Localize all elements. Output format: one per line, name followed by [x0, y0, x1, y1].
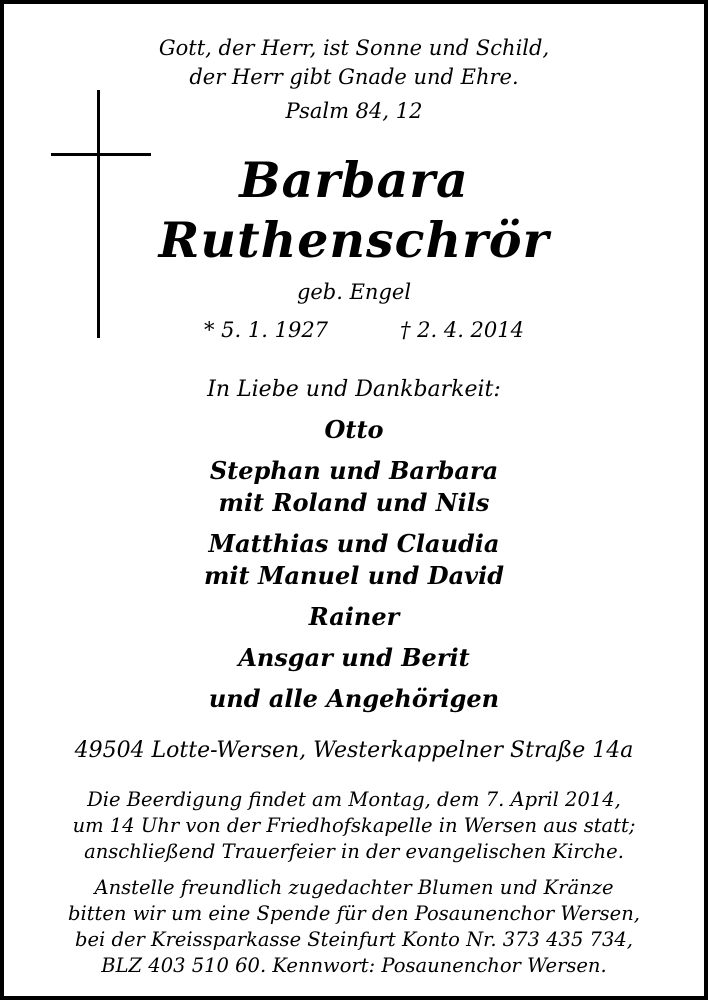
- address: 49504 Lotte-Wersen, Westerkappelner Straße 14a: [74, 738, 634, 763]
- funeral-line: um 14 Uhr von der Friedhofskapelle in Wersen aus statt;: [72, 814, 636, 837]
- funeral-line: anschließend Trauerfeier in der evangelischen Kirche.: [84, 840, 624, 863]
- maiden-name: geb. Engel: [296, 280, 412, 304]
- mourners-intro: In Liebe und Dankbarkeit:: [207, 377, 501, 402]
- donation-line: bitten wir um eine Spende für den Posaunenchor Wersen,: [68, 902, 640, 925]
- deceased-last-name: Ruthenschrör: [158, 211, 550, 269]
- mourner-line: Stephan und Barbara: [209, 456, 499, 485]
- mourner-line: Rainer: [308, 602, 400, 631]
- life-dates: [204, 314, 524, 346]
- mourner-line: Ansgar und Berit: [238, 643, 470, 672]
- funeral-line: Die Beerdigung findet am Montag, dem 7. April 2014,: [87, 788, 621, 811]
- mourner-line: Matthias und Claudia: [208, 529, 500, 558]
- mourner-line: mit Manuel und David: [204, 561, 504, 590]
- donation-line: Anstelle freundlich zugedachter Blumen und Kränze: [94, 876, 614, 899]
- verse-line-1: Gott, der Herr, ist Sonne und Schild,: [158, 36, 550, 60]
- donation-line: bei der Kreissparkasse Steinfurt Konto Nr. 373 435 734,: [75, 928, 633, 951]
- mourner-line: und alle Angehörigen: [208, 684, 500, 713]
- mourner-line: mit Roland und Nils: [218, 488, 490, 517]
- verse-line-2: der Herr gibt Gnade und Ehre.: [189, 65, 519, 89]
- donation-line: BLZ 403 510 60. Kennwort: Posaunenchor Wersen.: [101, 954, 607, 977]
- deceased-first-name: Barbara: [239, 151, 469, 209]
- mourner-line: Otto: [324, 415, 384, 444]
- verse-reference: Psalm 84, 12: [285, 99, 423, 123]
- birth-date: * 5. 1. 1927: [204, 318, 329, 342]
- death-date: † 2. 4. 2014: [399, 318, 524, 342]
